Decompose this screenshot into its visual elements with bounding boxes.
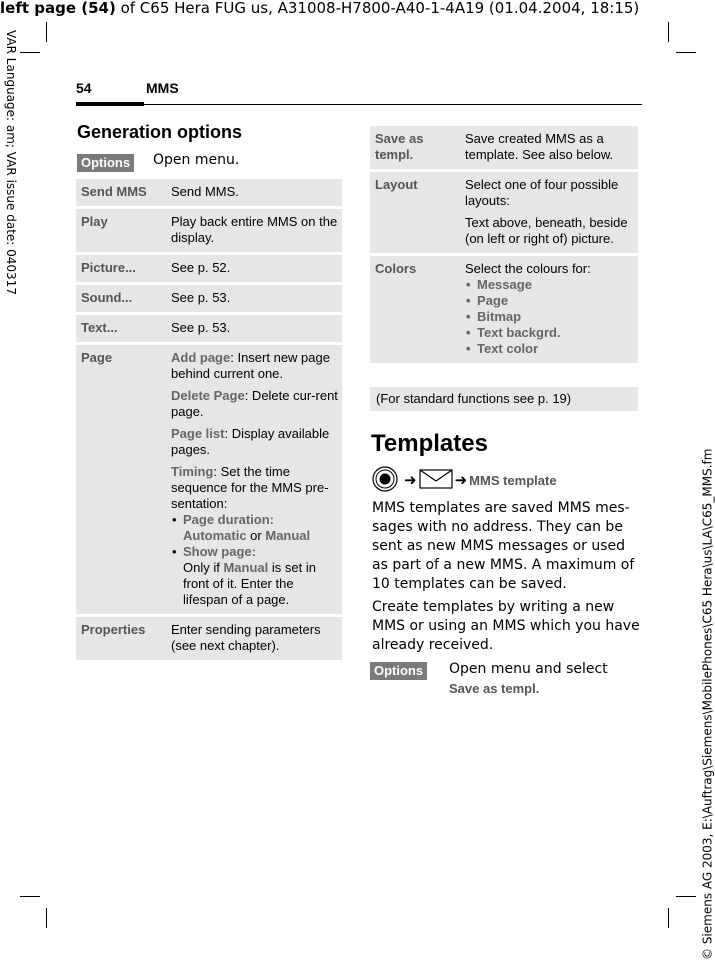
generation-options-table <box>76 176 342 663</box>
side-note-left-text: VAR Language: am; VAR issue date: 040317 <box>4 30 18 295</box>
option-value: Save created MMS as a template. See also below. <box>461 126 638 169</box>
print-header-page: left page (54) <box>0 0 116 17</box>
layout-text-1: Select one of four possible layouts: <box>465 177 619 208</box>
page-add-entry <box>171 350 338 382</box>
crop-mark <box>46 22 47 42</box>
templates-paragraph-1: MMS templates are saved MMS mes-sages with no address. They can be sent as new MMS messages or used as part of a new MMS. A maximum of 10 templates can be saved. <box>372 500 635 592</box>
arrow-right-icon: ➜ <box>454 472 468 489</box>
table-row <box>76 209 342 252</box>
option-key: Sound... <box>76 285 167 312</box>
option-key: Colors <box>370 256 461 363</box>
page-list-text: : Display available pages. <box>171 426 330 457</box>
option-key: Save as templ. <box>370 126 461 169</box>
list-item: • Message <box>477 277 634 293</box>
show-page-text-b: is set in front of it. Enter the lifespan of a page. <box>183 560 316 607</box>
table-row <box>370 126 638 169</box>
standard-functions-note: (For standard functions see p. 19) <box>370 387 638 411</box>
side-note-left <box>4 30 18 360</box>
option-value: See p. 53. <box>167 315 342 342</box>
timing-list <box>171 512 338 608</box>
page-list-entry <box>171 426 338 458</box>
option-value: Enter sending parameters (see next chapter). <box>167 617 342 660</box>
option-key: Play <box>76 209 167 252</box>
table-row <box>76 179 342 206</box>
timing-entry <box>171 464 338 608</box>
envelope-icon <box>419 468 453 493</box>
crop-mark <box>676 896 696 897</box>
show-page-text-a: Only if <box>183 560 224 575</box>
show-page-label: Show page: <box>183 544 256 559</box>
print-header-line <box>0 0 639 16</box>
generation-options-table-continued <box>370 123 638 366</box>
menu-path-item: MMS template <box>469 472 557 488</box>
duration-automatic: Automatic <box>183 528 247 543</box>
timing-text: : Set the time sequence for the MMS pre-sentation: <box>171 464 329 511</box>
duration-or: or <box>246 528 266 543</box>
colors-intro: Select the colours for: <box>465 261 591 276</box>
option-value <box>461 172 638 253</box>
navigation-key-icon <box>372 466 398 495</box>
table-row <box>76 255 342 282</box>
crop-mark <box>20 52 40 53</box>
options-softkey: Options <box>77 154 134 172</box>
page-list-label: Page list <box>171 426 225 441</box>
options-softkey: Options <box>370 662 427 680</box>
menu-path <box>372 466 557 494</box>
add-page-text: : Insert new page behind current one. <box>171 350 330 381</box>
header-rule <box>76 104 642 105</box>
duration-label: Page duration: <box>183 512 275 527</box>
list-item: • Bitmap <box>477 309 634 325</box>
option-value: See p. 53. <box>167 285 342 312</box>
side-note-right-text: © Siemens AG 2003, E:\Auftrag\Siemens\MobilePhones\C65 Hera\us\LA\C65_MMS.fm <box>700 448 714 960</box>
show-page-manual: Manual <box>223 560 269 575</box>
list-item <box>183 544 338 608</box>
crop-mark <box>676 52 696 53</box>
print-header-info: of C65 Hera FUG us, A31008-H7800-A40-1-4A19 (01.04.2004, 18:15) <box>115 0 640 17</box>
colors-list <box>465 277 634 357</box>
layout-text-2: Text above, beneath, beside (on left or right of) picture. <box>465 215 628 246</box>
crop-mark <box>668 22 669 42</box>
option-key: Text... <box>76 315 167 342</box>
delete-page-text: : Delete cur-rent page. <box>171 388 338 419</box>
table-row <box>370 172 638 253</box>
option-value: Play back entire MMS on the display. <box>167 209 342 252</box>
crop-mark <box>20 896 40 897</box>
table-row <box>76 617 342 660</box>
options-instruction <box>449 660 608 698</box>
option-value <box>461 256 638 363</box>
options-instruction-text: Open menu and select <box>449 661 608 677</box>
crop-mark <box>46 908 47 928</box>
add-page-label: Add page <box>171 350 231 365</box>
generation-options-heading: Generation options <box>77 122 243 142</box>
option-key: Picture... <box>76 255 167 282</box>
section-title: MMS <box>146 80 179 96</box>
option-key: Page <box>76 345 167 614</box>
option-key: Properties <box>76 617 167 660</box>
page-delete-entry <box>171 388 338 420</box>
delete-page-label: Delete Page <box>171 388 245 403</box>
list-item: • Page <box>477 293 634 309</box>
table-row <box>370 256 638 363</box>
table-row <box>76 285 342 312</box>
table-row <box>76 315 342 342</box>
list-item: • Text backgrd. <box>477 325 634 341</box>
page-number: 54 <box>76 80 92 96</box>
option-value: Send MMS. <box>167 179 342 206</box>
option-value <box>167 345 342 614</box>
side-note-right <box>700 420 714 960</box>
option-value: See p. 52. <box>167 255 342 282</box>
timing-label: Timing <box>171 464 214 479</box>
options-description: Open menu. <box>153 152 240 168</box>
templates-heading: Templates <box>371 430 488 457</box>
list-item: • Text color <box>477 341 634 357</box>
table-row <box>76 345 342 614</box>
duration-manual: Manual <box>265 528 311 543</box>
option-key: Send MMS <box>76 179 167 206</box>
save-as-templ-item: Save as templ. <box>449 681 540 696</box>
templates-paragraph-2: Create templates by writing a new MMS or using an MMS which you have already received. <box>372 599 640 653</box>
list-item <box>183 512 338 544</box>
arrow-right-icon: ➜ <box>404 472 417 489</box>
crop-mark <box>668 908 669 928</box>
option-key: Layout <box>370 172 461 253</box>
